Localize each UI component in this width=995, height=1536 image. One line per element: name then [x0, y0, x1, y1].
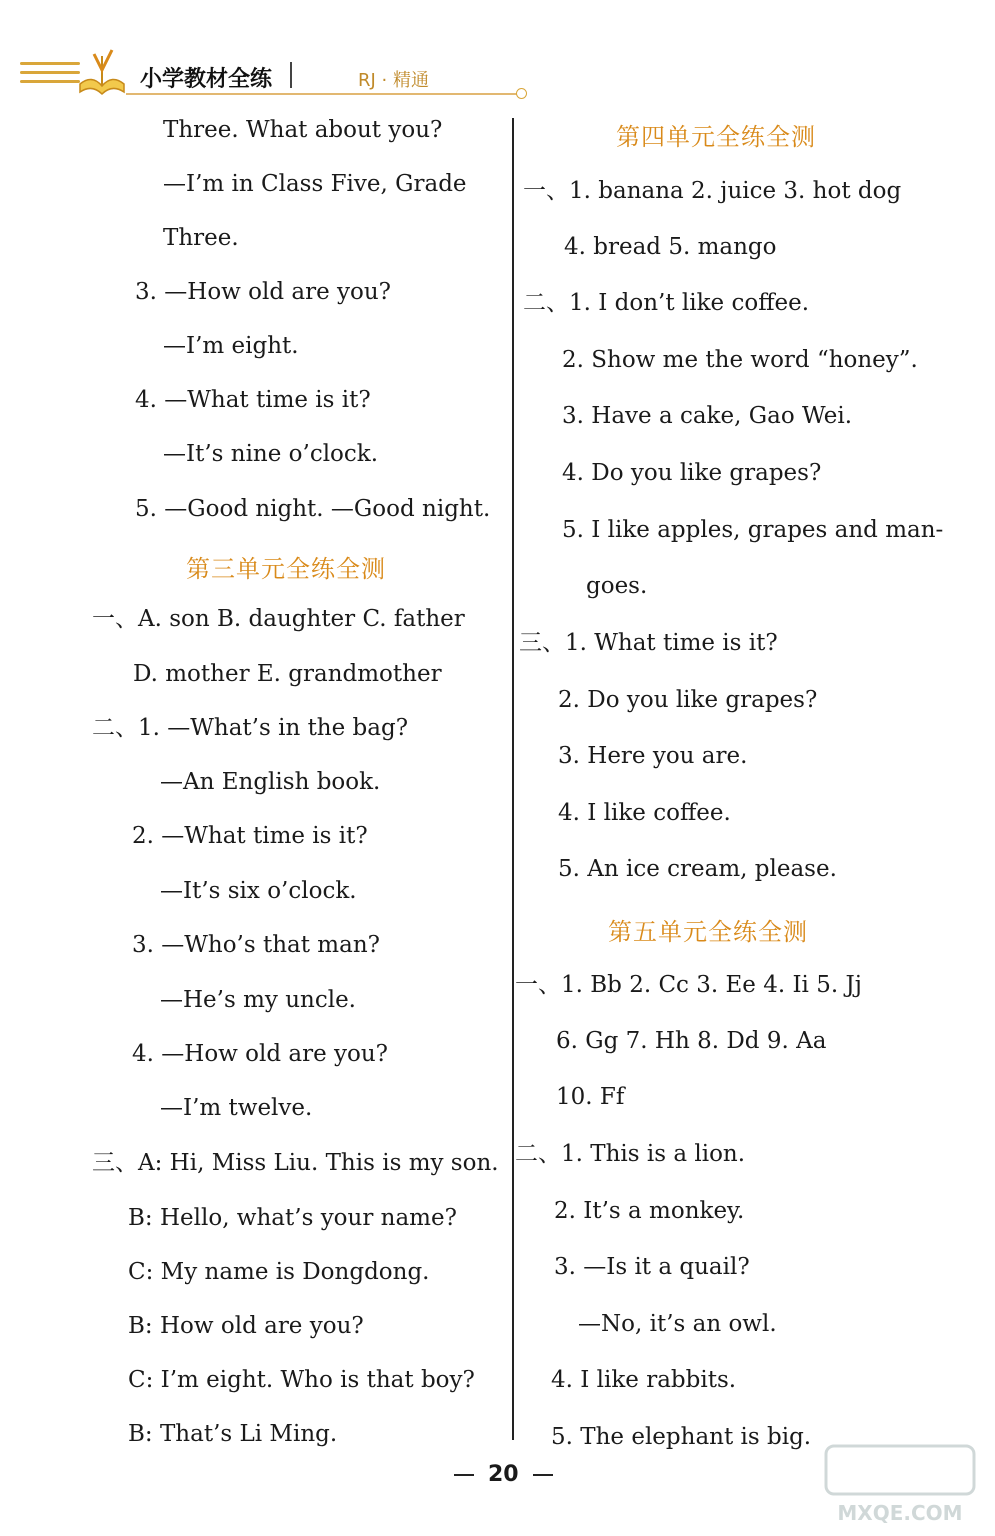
header-rule: [126, 93, 524, 95]
answer-line: 4. I like coffee.: [558, 800, 731, 826]
answer-line: —It’s six o’clock.: [160, 878, 357, 904]
answer-line: 三、1. What time is it?: [519, 630, 778, 656]
answer-line: —An English book.: [160, 769, 381, 795]
column-divider: [512, 118, 514, 1440]
answer-line: 3. —Is it a quail?: [554, 1254, 750, 1280]
answer-line: —I’m eight.: [163, 333, 299, 359]
answer-line: 4. bread 5. mango: [564, 234, 777, 260]
header-separator: [290, 62, 292, 88]
watermark-logo: [820, 1440, 980, 1530]
answer-line: —It’s nine o’clock.: [163, 441, 379, 467]
answer-line: 二、1. This is a lion.: [515, 1141, 746, 1167]
answer-line: —I’m twelve.: [160, 1095, 313, 1121]
answer-line: —No, it’s an owl.: [578, 1311, 777, 1337]
answer-line: 一、A. son B. daughter C. father: [92, 606, 465, 632]
answer-line: 3. —Who’s that man?: [132, 932, 380, 958]
answer-line: 6. Gg 7. Hh 8. Dd 9. Aa: [556, 1028, 827, 1054]
page-number: [440, 1462, 567, 1487]
answer-line: 二、1. I don’t like coffee.: [523, 290, 810, 316]
answer-line: B: Hello, what’s your name?: [128, 1205, 457, 1231]
answer-line: goes.: [586, 573, 648, 599]
answer-line: 4. Do you like grapes?: [562, 460, 822, 486]
answer-line: 3. —How old are you?: [135, 279, 392, 305]
answer-line: 一、1. Bb 2. Cc 3. Ee 4. Ii 5. Jj: [515, 972, 862, 998]
answer-line: 10. Ff: [556, 1084, 625, 1110]
answer-line: 一、1. banana 2. juice 3. hot dog: [523, 178, 902, 204]
answer-line: 3. Here you are.: [558, 743, 748, 769]
answer-line: Three. What about you?: [163, 117, 443, 143]
answer-line: Three.: [163, 225, 239, 251]
answer-line: 4. I like rabbits.: [551, 1367, 737, 1393]
answer-line: 二、1. —What’s in the bag?: [92, 715, 409, 741]
answer-line: B: That’s Li Ming.: [128, 1421, 338, 1447]
answer-line: 5. An ice cream, please.: [558, 856, 837, 882]
answer-line: 5. The elephant is big.: [551, 1424, 812, 1450]
section-title-unit-4: 第四单元全练全测: [616, 123, 816, 151]
answer-line: 2. Do you like grapes?: [558, 687, 818, 713]
watermark-text: MXQE.COM: [837, 1501, 963, 1525]
answer-line: 4. —How old are you?: [132, 1041, 389, 1067]
answer-line: 2. —What time is it?: [132, 823, 368, 849]
open-book-icon: [72, 44, 132, 104]
answer-line: 2. It’s a monkey.: [554, 1198, 745, 1224]
page-header: [0, 0, 995, 110]
answer-line: C: I’m eight. Who is that boy?: [128, 1367, 475, 1393]
answer-line: 5. —Good night. —Good night.: [135, 496, 491, 522]
section-title-unit-5: 第五单元全练全测: [608, 918, 808, 946]
answer-line: 4. —What time is it?: [135, 387, 371, 413]
answer-line: 3. Have a cake, Gao Wei.: [562, 403, 853, 429]
page-number-value: 20: [488, 1462, 519, 1487]
section-title-unit-3: 第三单元全练全测: [186, 555, 386, 583]
answer-line: 2. Show me the word “honey”.: [562, 347, 918, 373]
answer-line: 5. I like apples, grapes and man-: [562, 517, 944, 543]
answer-line: 三、A: Hi, Miss Liu. This is my son.: [92, 1150, 499, 1176]
answer-line: B: How old are you?: [128, 1313, 364, 1339]
answer-line: D. mother E. grandmother: [133, 661, 442, 687]
answer-line: —He’s my uncle.: [160, 987, 356, 1013]
logo-bars: [20, 62, 80, 89]
answer-line: C: My name is Dongdong.: [128, 1259, 430, 1285]
header-rule-dot: [516, 88, 527, 99]
brand-title: 小学教材全练: [140, 67, 273, 92]
answer-line: —I’m in Class Five, Grade: [163, 171, 467, 197]
edition-label: RJ · 精通: [358, 70, 429, 91]
